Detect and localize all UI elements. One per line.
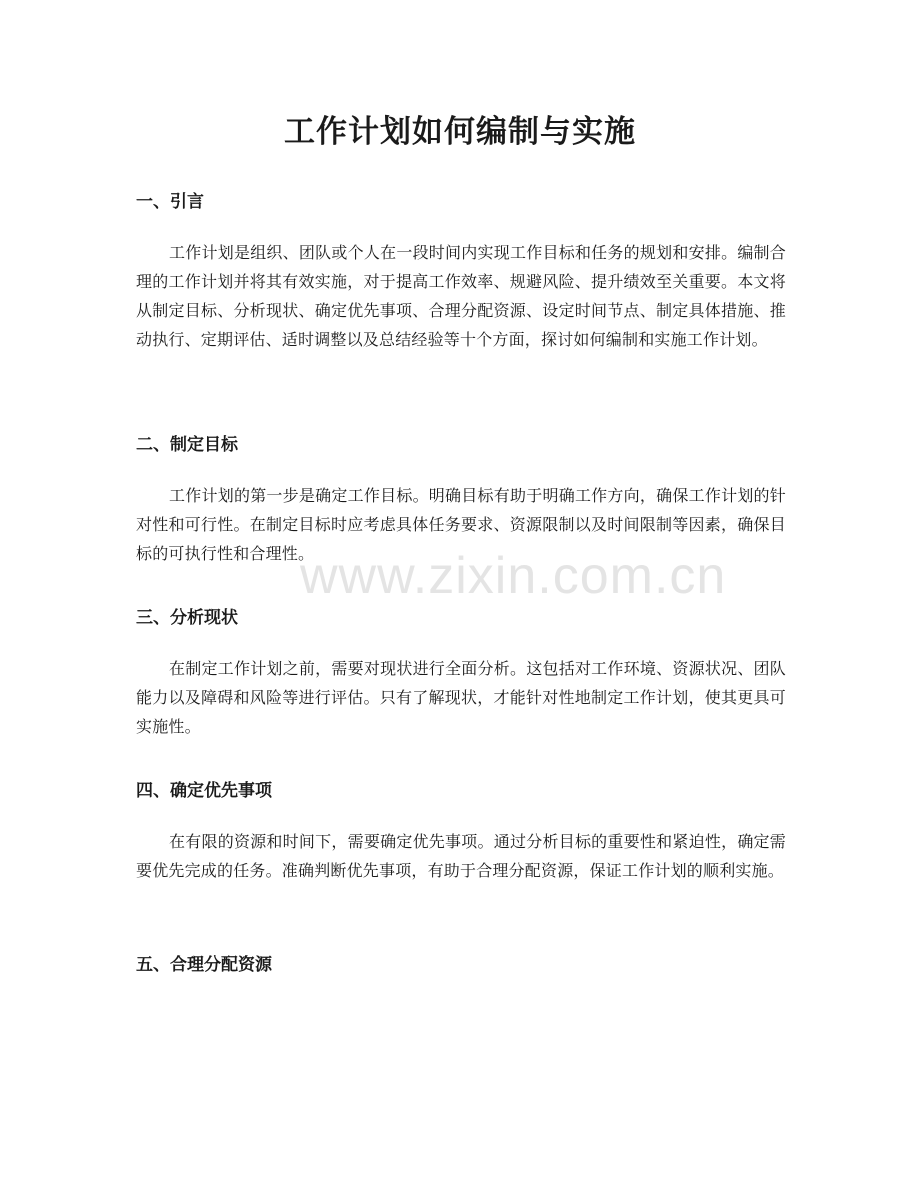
watermark: www.zixin.com.cn xyxy=(300,547,727,605)
section-paragraph: 在制定工作计划之前，需要对现状进行全面分析。这包括对工作环境、资源状况、团队能力以及障碍和风险等进行评估。只有了解现状，才能针对性地制定工作计划，使其更具可实施性。 xyxy=(136,659,786,736)
section-heading: 四、确定优先事项 xyxy=(136,781,272,801)
section-heading: 五、合理分配资源 xyxy=(136,955,272,975)
section-paragraph: 在有限的资源和时间下，需要确定优先事项。通过分析目标的重要性和紧迫性，确定需要优先完成的任务。准确判断优先事项，有助于合理分配资源，保证工作计划的顺利实施。 xyxy=(136,832,786,880)
section-heading: 一、引言 xyxy=(136,192,204,212)
section-allocate-resources xyxy=(136,953,786,977)
document-title: 工作计划如何编制与实施 xyxy=(284,114,636,150)
section-paragraph: 工作计划是组织、团队或个人在一段时间内实现工作目标和任务的规划和安排。编制合理的工作计划并将其有效实施，对于提高工作效率、规避风险、提升绩效至关重要。本文将从制定目标、分析现状、确定优先事项、合理分配资源、设定时间节点、制定具体措施、推动执行、定期评估、适时调整以及总结经验等十个方面，探讨如何编制和实施工作计划。 xyxy=(136,243,786,349)
section-intro xyxy=(136,190,786,354)
section-paragraph: 工作计划的第一步是确定工作目标。明确目标有助于明确工作方向，确保工作计划的针对性和可行性。在制定目标时应考虑具体任务要求、资源限制以及时间限制等因素，确保目标的可执行性和合理性。 xyxy=(136,486,786,563)
section-analyze-status xyxy=(136,606,786,741)
section-heading: 三、分析现状 xyxy=(136,608,238,628)
section-heading: 二、制定目标 xyxy=(136,435,238,455)
section-priorities xyxy=(136,779,786,885)
